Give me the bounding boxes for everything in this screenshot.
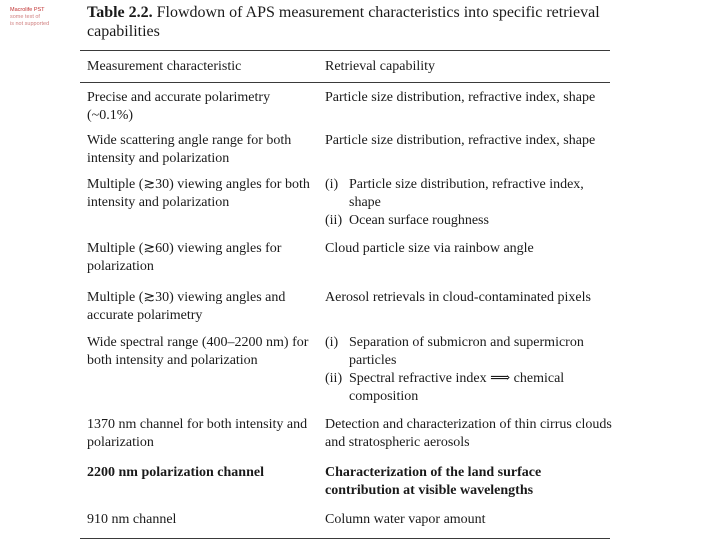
row-1-retrieval: Particle size distribution, refractive index, shape — [325, 90, 596, 105]
table-bottom-rule — [80, 538, 610, 539]
row-3-measurement: Multiple (≳30) viewing angles for both intensity and polarization — [87, 177, 310, 210]
row-9-retrieval: Column water vapor amount — [325, 512, 486, 527]
row-7-measurement: 1370 nm channel for both intensity and polarization — [87, 417, 308, 450]
header-measurement: Measurement characteristic — [87, 59, 242, 74]
header-retrieval: Retrieval capability — [325, 59, 436, 74]
row-3-retrieval — [325, 176, 615, 230]
header-rule — [80, 82, 610, 83]
item-marker: (i) — [325, 335, 339, 350]
retrieval-item — [325, 212, 615, 230]
row-2-retrieval: Particle size distribution, refractive index, shape — [325, 133, 596, 148]
item-text: Separation of submicron and supermicron particles — [349, 335, 584, 368]
item-marker: (ii) — [325, 371, 343, 386]
row-8-retrieval: Characterization of the land surface contribution at visible wavelengths — [325, 465, 542, 498]
row-8-measurement: 2200 nm polarization channel — [87, 465, 264, 480]
row-1-measurement: Precise and accurate polarimetry (~0.1%) — [87, 90, 271, 123]
retrieval-item — [325, 370, 615, 406]
stamp-line: Macrolife PST — [10, 7, 45, 13]
table-caption — [87, 3, 647, 41]
row-4-retrieval: Cloud particle size via rainbow angle — [325, 241, 534, 256]
row-7-retrieval: Detection and characterization of thin cirrus clouds and stratospheric aerosols — [325, 417, 612, 450]
row-9-measurement: 910 nm channel — [87, 512, 177, 527]
retrieval-item — [325, 334, 615, 370]
item-text: Particle size distribution, refractive index, shape — [349, 177, 584, 210]
table-number: Table 2.2. — [87, 4, 153, 21]
item-text: Spectral refractive index ⟹ chemical composition — [349, 371, 565, 404]
item-text: Ocean surface roughness — [349, 213, 489, 228]
row-5-measurement: Multiple (≳30) viewing angles and accurate polarimetry — [87, 290, 286, 323]
item-marker: (ii) — [325, 213, 343, 228]
row-4-measurement: Multiple (≳60) viewing angles for polarization — [87, 241, 282, 274]
retrieval-item — [325, 176, 615, 212]
stamp-line: is not supported — [10, 21, 50, 27]
row-6-measurement: Wide spectral range (400–2200 nm) for both intensity and polarization — [87, 335, 309, 368]
item-marker: (i) — [325, 177, 339, 192]
row-6-retrieval — [325, 334, 615, 406]
row-5-retrieval: Aerosol retrievals in cloud-contaminated pixels — [325, 290, 591, 305]
table-title: Flowdown of APS measurement characteristics into specific retrieval capabilities — [87, 4, 600, 40]
table-top-rule — [80, 50, 610, 51]
watermark-stamp — [10, 7, 70, 28]
row-2-measurement: Wide scattering angle range for both intensity and polarization — [87, 133, 292, 166]
stamp-line: some text of — [10, 14, 40, 20]
